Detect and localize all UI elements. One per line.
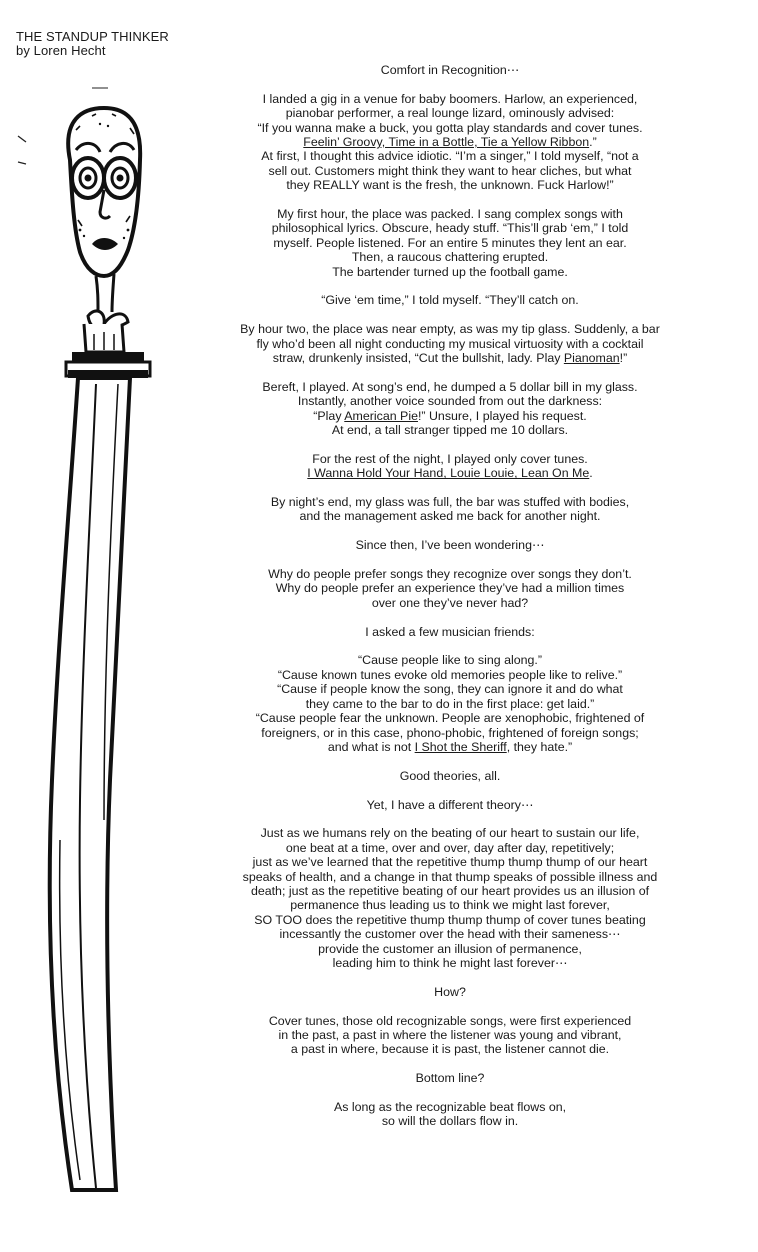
song-titles: I Wanna Hold Your Hand, Louie Louie, Lean On Me	[307, 466, 590, 481]
text-line: speaks of health, and a change in that thump speaks of possible illness and	[242, 869, 658, 884]
text-fragment: !”	[619, 351, 628, 366]
text-line: “If you wanna make a buck, you gotta play standards and cover tunes.	[257, 120, 643, 135]
text-fragment: , they hate.”	[506, 739, 573, 754]
text-line: At first, I thought this advice idiotic. “I’m a singer,” I told myself, “not a	[261, 149, 639, 164]
song-titles: Feelin’ Groovy, Time in a Bottle, Tie a Yellow Ribbon	[303, 135, 590, 150]
text-line: By hour two, the place was near empty, as was my tip glass. Suddenly, a bar	[240, 322, 660, 337]
paragraph-16	[215, 1014, 685, 1057]
text-fragment: “Play	[313, 408, 345, 423]
text-line: Then, a raucous chattering erupted.	[351, 250, 549, 265]
paragraph-1	[215, 92, 685, 193]
text-line: leading him to think he might last forever⋯	[332, 955, 568, 970]
text-line	[215, 409, 685, 423]
text-line: over one they’ve never had?	[371, 595, 529, 610]
text-line	[215, 740, 685, 754]
song-title: Pianoman	[563, 351, 620, 366]
thinker-illustration	[0, 80, 220, 1210]
text-line: just as we’ve learned that the repetitive thump thump thump of our heart	[252, 855, 648, 870]
text-line: As long as the recognizable beat flows on,	[333, 1099, 567, 1114]
text-line: foreigners, or in this case, phono-phobic, frightened of foreign songs;	[261, 725, 639, 740]
text-line	[215, 466, 685, 480]
text-line: The bartender turned up the football game.	[332, 264, 568, 279]
text-line: Cover tunes, those old recognizable songs, were first experienced	[268, 1013, 632, 1028]
byline: by Loren Hecht	[16, 43, 106, 58]
text-line: “Cause known tunes evoke old memories people like to relive.”	[277, 667, 623, 682]
text-line: Instantly, another voice sounded from out the darkness:	[297, 394, 603, 409]
paragraph-10: I asked a few musician friends:	[365, 624, 535, 639]
paragraph-3: “Give ‘em time,” I told myself. “They’ll catch on.	[321, 293, 579, 308]
paragraph-2	[215, 207, 685, 279]
text-line: At end, a tall stranger tipped me 10 dollars.	[331, 423, 569, 438]
text-line: Bereft, I played. At song’s end, he dumped a 5 dollar bill in my glass.	[262, 379, 638, 394]
text-line: a past in where, because it is past, the listener cannot die.	[290, 1042, 610, 1057]
paragraph-14	[215, 826, 685, 970]
text-line: I landed a gig in a venue for baby boomers. Harlow, an experienced,	[262, 91, 638, 106]
text-line	[215, 351, 685, 365]
text-line: For the rest of the night, I played only cover tunes.	[312, 451, 588, 466]
paragraph-12: Good theories, all.	[399, 768, 501, 783]
text-line: fly who’d been all night conducting my musical virtuosity with a cocktail	[256, 336, 644, 351]
text-line: My first hour, the place was packed. I sang complex songs with	[277, 207, 623, 222]
text-line: By night’s end, my glass was full, the bar was stuffed with bodies,	[270, 495, 630, 510]
paragraph-4	[215, 322, 685, 365]
paragraph-11	[215, 653, 685, 754]
text-fragment: straw, drunkenly insisted, “Cut the bullshit, lady. Play	[272, 351, 564, 366]
paragraph-15: How?	[434, 984, 466, 999]
paragraph-9	[215, 567, 685, 610]
text-line	[215, 135, 685, 149]
paragraph-13: Yet, I have a different theory⋯	[366, 797, 534, 812]
paragraph-6	[215, 452, 685, 481]
text-fragment: !” Unsure, I played his request.	[417, 408, 587, 423]
paragraph-8: Since then, I’ve been wondering⋯	[355, 538, 545, 553]
text-line: pianobar performer, a real lounge lizard, ominously advised:	[285, 106, 615, 121]
text-line: incessantly the customer over the head with their sameness⋯	[279, 927, 621, 942]
text-line: and the management asked me back for another night.	[299, 509, 601, 524]
text-line: provide the customer an illusion of permanence,	[318, 941, 582, 956]
text-line: death; just as the repetitive beating of our heart provides us an illusion of	[250, 883, 650, 898]
text-line: they REALLY want is the fresh, the unknown. Fuck Harlow!”	[286, 178, 614, 193]
song-title: American Pie	[344, 408, 418, 423]
text-line: “Cause if people know the song, they can ignore it and do what	[277, 682, 623, 697]
paragraph-5	[215, 380, 685, 438]
text-line: sell out. Customers might think they want to hear cliches, but what	[268, 163, 632, 178]
text-fragment: .”	[589, 135, 597, 150]
text-line: so will the dollars flow in.	[381, 1114, 519, 1129]
essay-title: Comfort in Recognition⋯	[380, 63, 520, 77]
essay-body	[215, 63, 685, 1143]
text-line: “Cause people like to sing along.”	[358, 653, 542, 668]
text-fragment: .	[589, 466, 593, 481]
header	[16, 30, 169, 58]
text-line: SO TOO does the repetitive thump thump thump of cover tunes beating	[254, 912, 646, 927]
paragraph-17: Bottom line?	[415, 1071, 485, 1086]
text-line: “Cause people fear the unknown. People are xenophobic, frightened of	[255, 711, 645, 726]
text-line: Why do people prefer an experience they’ve had a million times	[275, 581, 625, 596]
paragraph-7	[215, 495, 685, 524]
song-title: I Shot the Sheriff	[414, 739, 507, 754]
text-line: they came to the bar to do in the first place: get laid.”	[305, 696, 595, 711]
text-line: in the past, a past in where the listener was young and vibrant,	[278, 1027, 622, 1042]
text-line: Why do people prefer songs they recognize over songs they don’t.	[268, 567, 632, 582]
text-line: myself. People listened. For an entire 5 minutes they lent an ear.	[273, 235, 627, 250]
text-line: permanence thus leading us to think we might last forever,	[290, 898, 610, 913]
column-title: THE STANDUP THINKER	[16, 29, 169, 44]
text-line: Just as we humans rely on the beating of our heart to sustain our life,	[260, 826, 640, 841]
text-line: one beat at a time, over and over, day after day, repetitively;	[285, 840, 615, 855]
paragraph-18	[215, 1100, 685, 1129]
text-line: philosophical lyrics. Obscure, heady stuff. “This’ll grab ‘em,” I told	[271, 221, 629, 236]
text-fragment: and what is not	[327, 739, 415, 754]
